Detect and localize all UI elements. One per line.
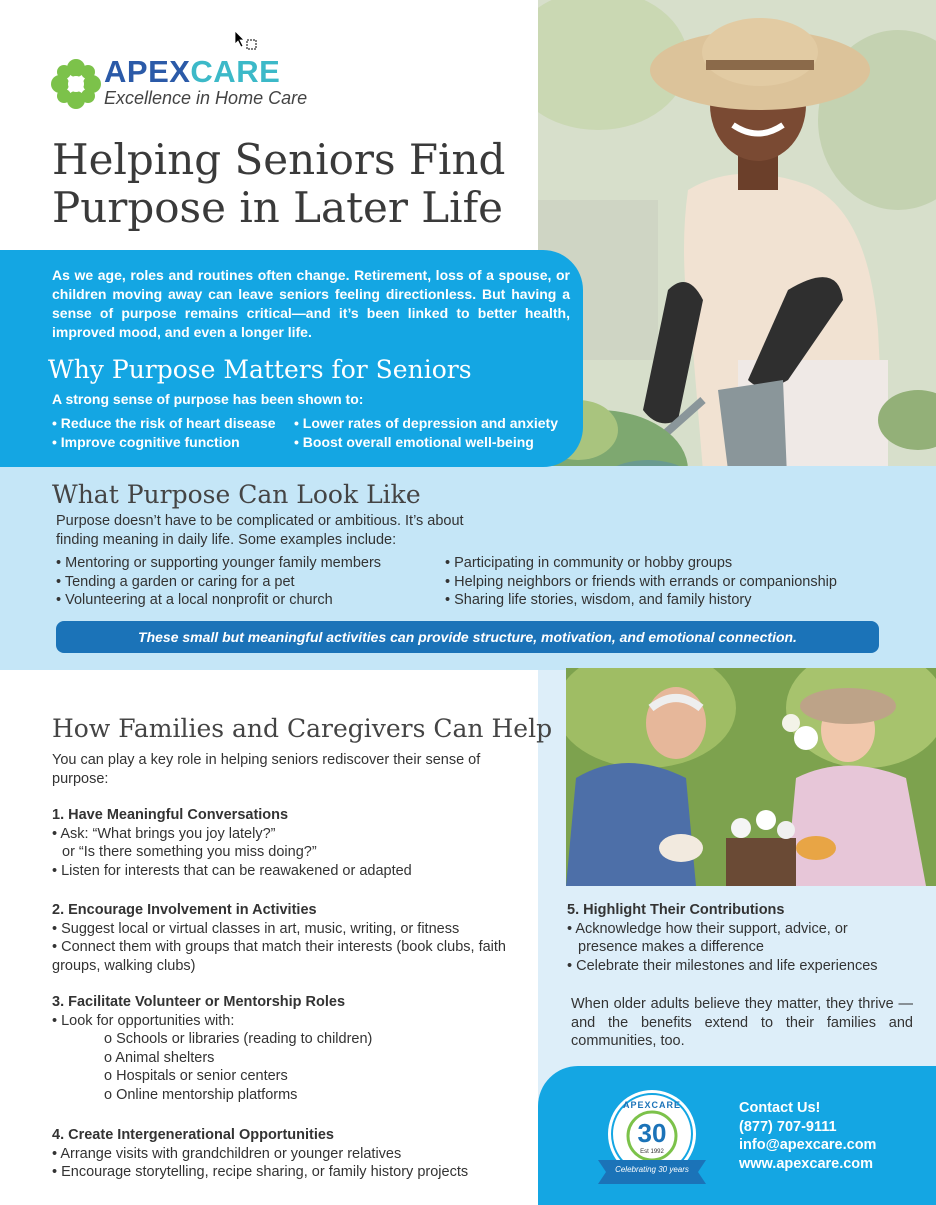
list-item: • Encourage storytelling, recipe sharing, or family history projects <box>52 1164 469 1180</box>
sub-list-item: o Schools or libraries (reading to children) <box>104 1031 373 1047</box>
what-list-left <box>56 554 381 610</box>
list-item: • Volunteering at a local nonprofit or church <box>56 592 333 608</box>
help-section-4 <box>52 1126 532 1182</box>
why-list-left <box>52 414 276 452</box>
help-intro: You can play a key role in helping seniors rediscover their sense of purpose: <box>52 752 481 787</box>
apexcare-logo-icon <box>50 58 102 115</box>
help-section-2 <box>52 901 527 975</box>
list-item: • Connect them with groups that match their interests (book clubs, faith groups, walking clubs) <box>52 939 506 974</box>
anniversary-badge <box>592 1088 712 1188</box>
sub-list-item: o Animal shelters <box>104 1049 215 1066</box>
brand-tagline: Excellence in Home Care <box>104 88 308 108</box>
closing-paragraph: When older adults believe they matter, they thrive — and the benefits extend to their families and communities, too. <box>571 996 913 1049</box>
help-heading: How Families and Caregivers Can Help <box>52 714 553 743</box>
list-item: • Ask: “What brings you joy lately?” <box>52 825 276 842</box>
badge-number: 30 <box>637 1118 667 1148</box>
list-item: • Participating in community or hobby groups <box>445 555 733 571</box>
what-list-right <box>445 554 837 610</box>
contact-label: Contact Us! <box>739 1100 821 1116</box>
list-item: • Celebrate their milestones and life experiences <box>567 957 878 974</box>
contact-email[interactable]: info@apexcare.com <box>739 1137 877 1153</box>
badge-brand: APEXCARE <box>622 1100 681 1110</box>
list-item: • Look for opportunities with: <box>52 1012 235 1029</box>
why-heading: Why Purpose Matters for Seniors <box>48 355 472 384</box>
sub-list-item: o Hospitals or senior centers <box>104 1068 288 1084</box>
sub-list-item: o Online mentorship platforms <box>104 1086 298 1103</box>
what-intro: Purpose doesn’t have to be complicated or ambitious. It’s about finding meaning in daily life. Some examples include: <box>56 513 464 548</box>
list-item: • Sharing life stories, wisdom, and family history <box>445 592 752 608</box>
list-item: • Lower rates of depression and anxiety <box>294 415 558 431</box>
list-item: • Improve cognitive function <box>52 434 240 450</box>
badge-est: Est 1992 <box>640 1149 664 1155</box>
contact-phone[interactable]: (877) 707-9111 <box>739 1118 837 1135</box>
list-item: • Acknowledge how their support, advice, or presence makes a difference <box>567 920 848 955</box>
list-item: • Suggest local or virtual classes in art, music, writing, or fitness <box>52 920 460 937</box>
contact-info <box>739 1099 876 1173</box>
section-title: 4. Create Intergenerational Opportunities <box>52 1127 334 1143</box>
mouse-cursor-icon <box>234 30 258 57</box>
list-item: • Reduce the risk of heart disease <box>52 415 276 431</box>
list-item: • Helping neighbors or friends with errands or companionship <box>445 573 837 590</box>
page-title: Helping Seniors Find Purpose in Later Life <box>52 135 506 232</box>
why-list-right <box>294 414 558 452</box>
contact-website[interactable]: www.apexcare.com <box>739 1155 874 1172</box>
brand-name: APEXCARE <box>104 54 281 89</box>
list-item-continued: or “Is there something you miss doing?” <box>62 844 317 860</box>
list-item: • Listen for interests that can be reawakened or adapted <box>52 862 412 879</box>
what-heading: What Purpose Can Look Like <box>52 480 421 509</box>
help-section-1 <box>52 806 522 880</box>
list-item: • Mentoring or supporting younger family members <box>56 555 382 571</box>
help-section-3 <box>52 993 522 1104</box>
section-title: 2. Encourage Involvement in Activities <box>52 902 317 918</box>
list-item: • Tending a garden or caring for a pet <box>56 573 295 590</box>
section-title: 5. Highlight Their Contributions <box>567 902 785 918</box>
help-section-5 <box>567 901 897 975</box>
highlight-banner: These small but meaningful activities can provide structure, motivation, and emotional connection. <box>56 621 879 653</box>
badge-ribbon: Celebrating 30 years <box>615 1165 689 1174</box>
list-item: • Arrange visits with grandchildren or younger relatives <box>52 1145 402 1162</box>
hero-photo-senior-gardening <box>538 0 936 532</box>
why-subheading: A strong sense of purpose has been shown to: <box>52 391 364 407</box>
photo-senior-couple-gardening <box>566 668 936 886</box>
list-item: • Boost overall emotional well-being <box>294 434 534 450</box>
section-title: 1. Have Meaningful Conversations <box>52 807 289 823</box>
intro-paragraph: As we age, roles and routines often change. Retirement, loss of a spouse, or children moving away can leave seniors feeling directionless. But having a sense of purpose remains critical—and it’s been linked to better health, improved mood, and even a longer life. <box>52 267 570 340</box>
section-title: 3. Facilitate Volunteer or Mentorship Roles <box>52 994 346 1010</box>
